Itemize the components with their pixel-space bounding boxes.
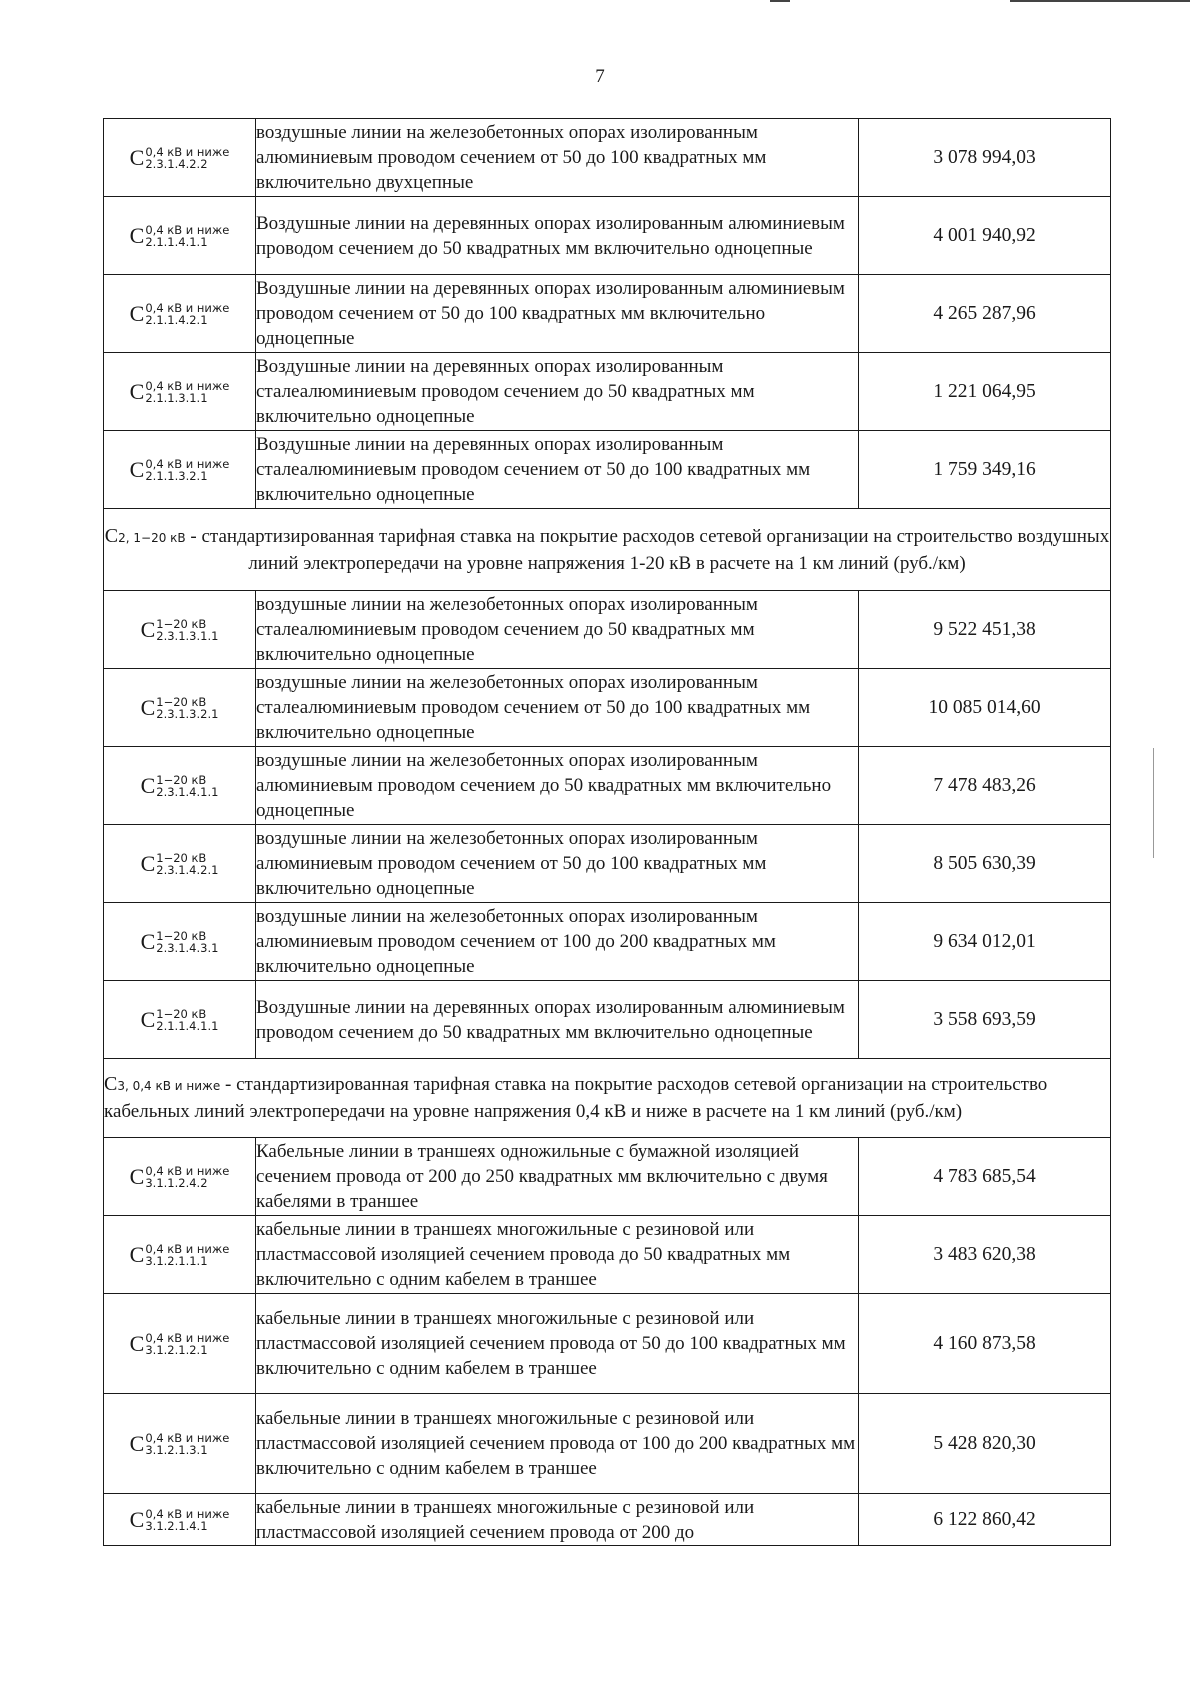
rate-voltage-superscript: 0,4 кВ и ниже <box>145 144 230 159</box>
rate-code-subscript: 2.1.1.4.1.1 <box>156 1018 219 1033</box>
rate-symbol-letter: C <box>140 616 156 642</box>
rate-voltage-superscript: 0,4 кВ и ниже <box>145 1330 230 1345</box>
rate-voltage-superscript: 1−20 кВ <box>156 850 207 865</box>
rate-symbol <box>130 146 230 170</box>
rate-code-subscript: 3.1.1.2.4.2 <box>145 1175 208 1190</box>
rate-symbol-letter: C <box>129 300 145 326</box>
table-row <box>104 903 1111 981</box>
rate-symbol-letter: C <box>104 1073 118 1095</box>
rate-symbol <box>130 1508 230 1532</box>
rate-voltage-superscript: 0,4 кВ и ниже <box>145 300 230 315</box>
rate-symbol <box>130 458 230 482</box>
rate-symbol-letter: C <box>140 1006 156 1032</box>
table-row <box>104 669 1111 747</box>
rate-value: 3 483 620,38 <box>859 1216 1111 1294</box>
rate-value: 4 160 873,58 <box>859 1294 1111 1394</box>
rate-value: 3 558 693,59 <box>859 981 1111 1059</box>
rate-code-cell <box>104 197 256 275</box>
rate-value: 3 078 994,03 <box>859 119 1111 197</box>
table-row <box>104 1216 1111 1294</box>
table-row <box>104 591 1111 669</box>
rate-symbol <box>130 302 230 326</box>
rate-code-subscript: 2.3.1.4.3.1 <box>156 940 219 955</box>
rate-code-cell <box>104 353 256 431</box>
line-description: воздушные линии на железобетонных опорах изолированным сталеалюминиевым проводом сечением до 50 квадратных мм включительно одноцепные <box>256 591 859 669</box>
rate-symbol-letter: C <box>140 850 156 876</box>
rate-symbol-letter: C <box>140 928 156 954</box>
rate-code-cell <box>104 1494 256 1546</box>
rate-symbol-letter: C <box>129 1330 145 1356</box>
table-row <box>104 275 1111 353</box>
rate-code-subscript: 2.3.1.4.2.1 <box>156 862 219 877</box>
line-description: Воздушные линии на деревянных опорах изолированным алюминиевым проводом сечением до 50 квадратных мм включительно одноцепные <box>256 981 859 1059</box>
rate-voltage-superscript: 0,4 кВ и ниже <box>145 378 230 393</box>
rate-symbol-subscript: 2, 1−20 кВ <box>118 530 186 545</box>
rate-value: 4 265 287,96 <box>859 275 1111 353</box>
section-text: - стандартизированная тарифная ставка на покрытие расходов сетевой организации на строительство воздушных линий электропередачи на уровне напряжения 1-20 кВ в расчете на 1 км линий (руб./км) <box>185 525 1110 574</box>
rate-code-subscript: 2.3.1.3.2.1 <box>156 706 219 721</box>
table-row <box>104 1494 1111 1546</box>
rate-code-subscript: 2.1.1.3.2.1 <box>145 468 208 483</box>
rate-value: 8 505 630,39 <box>859 825 1111 903</box>
table-body <box>104 119 1111 1546</box>
table-row <box>104 1394 1111 1494</box>
line-description: Воздушные линии на деревянных опорах изолированным сталеалюминиевым проводом сечением до 50 квадратных мм включительно одноцепные <box>256 353 859 431</box>
line-description: кабельные линии в траншеях многожильные с резиновой или пластмассовой изоляцией сечением провода от 100 до 200 квадратных мм включительно с одним кабелем в траншее <box>256 1394 859 1494</box>
rate-symbol-letter: C <box>129 222 145 248</box>
table-row <box>104 981 1111 1059</box>
rate-symbol <box>141 852 219 876</box>
table-row <box>104 825 1111 903</box>
rate-code-cell <box>104 747 256 825</box>
rate-symbol-letter: C <box>129 1506 145 1532</box>
section-text: - стандартизированная тарифная ставка на покрытие расходов сетевой организации на строительство кабельных линий электропередачи на уровне напряжения 0,4 кВ и ниже в расчете на 1 км линий (руб./км) <box>104 1074 1048 1122</box>
rate-voltage-superscript: 1−20 кВ <box>156 1006 207 1021</box>
rate-symbol-subscript: 3, 0,4 кВ и ниже <box>117 1079 221 1093</box>
table-row <box>104 197 1111 275</box>
rate-voltage-superscript: 0,4 кВ и ниже <box>145 1430 230 1445</box>
rate-value: 4 001 940,92 <box>859 197 1111 275</box>
rate-code-cell <box>104 903 256 981</box>
rate-symbol-letter: C <box>140 772 156 798</box>
line-description: воздушные линии на железобетонных опорах изолированным алюминиевым проводом сечением от 50 до 100 квадратных мм включительно одноцепные <box>256 825 859 903</box>
rate-code-cell <box>104 669 256 747</box>
rate-value: 10 085 014,60 <box>859 669 1111 747</box>
table-row <box>104 1294 1111 1394</box>
rate-symbol <box>141 618 219 642</box>
rate-symbol-letter: C <box>129 1163 145 1189</box>
rate-value: 1 759 349,16 <box>859 431 1111 509</box>
rate-code-cell <box>104 1294 256 1394</box>
rate-voltage-superscript: 1−20 кВ <box>156 616 207 631</box>
rate-code-subscript: 3.1.2.1.4.1 <box>145 1518 208 1533</box>
rate-voltage-superscript: 0,4 кВ и ниже <box>145 1241 230 1256</box>
line-description: Воздушные линии на деревянных опорах изолированным алюминиевым проводом сечением от 50 до 100 квадратных мм включительно одноцепные <box>256 275 859 353</box>
rate-code-subscript: 3.1.2.1.1.1 <box>145 1253 208 1268</box>
rate-code-subscript: 2.3.1.4.1.1 <box>156 784 219 799</box>
rate-value: 6 122 860,42 <box>859 1494 1111 1546</box>
rate-code-cell <box>104 981 256 1059</box>
line-description: Воздушные линии на деревянных опорах изолированным сталеалюминиевым проводом сечением от 50 до 100 квадратных мм включительно одноцепные <box>256 431 859 509</box>
rate-symbol-letter: C <box>129 378 145 404</box>
rate-symbol <box>141 774 219 798</box>
section-header-row <box>104 509 1111 591</box>
table-row <box>104 1138 1111 1216</box>
rate-code-cell <box>104 119 256 197</box>
rate-symbol-letter: C <box>129 1430 145 1456</box>
rate-code-cell <box>104 591 256 669</box>
line-description: кабельные линии в траншеях многожильные с резиновой или пластмассовой изоляцией сечением провода от 200 до <box>256 1494 859 1546</box>
line-description: кабельные линии в траншеях многожильные с резиновой или пластмассовой изоляцией сечением провода до 50 квадратных мм включительно с одним кабелем в траншее <box>256 1216 859 1294</box>
rate-code-cell <box>104 431 256 509</box>
table-row <box>104 119 1111 197</box>
rate-code-subscript: 2.1.1.4.2.1 <box>145 312 208 327</box>
scan-artifact <box>1153 748 1154 858</box>
tariff-rates-table <box>103 118 1111 1546</box>
rate-symbol-letter: C <box>129 456 145 482</box>
rate-code-subscript: 2.3.1.3.1.1 <box>156 628 219 643</box>
table-row <box>104 747 1111 825</box>
rate-symbol <box>130 224 230 248</box>
rate-code-subscript: 2.1.1.4.1.1 <box>145 234 208 249</box>
line-description: воздушные линии на железобетонных опорах изолированным алюминиевым проводом сечением от 100 до 200 квадратных мм включительно одноцепные <box>256 903 859 981</box>
rate-symbol <box>130 1332 230 1356</box>
table-row <box>104 431 1111 509</box>
rate-code-subscript: 3.1.2.1.2.1 <box>145 1342 208 1357</box>
scan-artifact <box>770 0 790 2</box>
line-description: кабельные линии в траншеях многожильные с резиновой или пластмассовой изоляцией сечением провода от 50 до 100 квадратных мм включительно с одним кабелем в траншее <box>256 1294 859 1394</box>
rate-value: 1 221 064,95 <box>859 353 1111 431</box>
rate-voltage-superscript: 1−20 кВ <box>156 928 207 943</box>
page-number: 7 <box>595 66 605 87</box>
rate-symbol <box>141 930 219 954</box>
rate-code-subscript: 2.1.1.3.1.1 <box>145 390 208 405</box>
rate-symbol <box>141 1008 219 1032</box>
rate-voltage-superscript: 0,4 кВ и ниже <box>145 1163 230 1178</box>
rate-symbol <box>130 1243 230 1267</box>
section-description <box>104 509 1111 591</box>
rate-symbol-letter: C <box>140 694 156 720</box>
rate-code-cell <box>104 275 256 353</box>
rate-code-cell <box>104 1138 256 1216</box>
rate-voltage-superscript: 1−20 кВ <box>156 694 207 709</box>
rate-voltage-superscript: 1−20 кВ <box>156 772 207 787</box>
rate-symbol <box>130 1432 230 1456</box>
line-description: Воздушные линии на деревянных опорах изолированным алюминиевым проводом сечением до 50 квадратных мм включительно одноцепные <box>256 197 859 275</box>
line-description: воздушные линии на железобетонных опорах изолированным алюминиевым проводом сечением от 50 до 100 квадратных мм включительно двухцепные <box>256 119 859 197</box>
section-description <box>104 1059 1111 1138</box>
rate-voltage-superscript: 0,4 кВ и ниже <box>145 222 230 237</box>
rate-code-subscript: 2.3.1.4.2.2 <box>145 156 208 171</box>
rate-voltage-superscript: 0,4 кВ и ниже <box>145 456 230 471</box>
line-description: воздушные линии на железобетонных опорах изолированным сталеалюминиевым проводом сечением от 50 до 100 квадратных мм включительно одноцепные <box>256 669 859 747</box>
line-description: Кабельные линии в траншеях одножильные с бумажной изоляцией сечением провода от 200 до 250 квадратных мм включительно с двумя кабелями в траншее <box>256 1138 859 1216</box>
rate-value: 4 783 685,54 <box>859 1138 1111 1216</box>
rate-voltage-superscript: 0,4 кВ и ниже <box>145 1506 230 1521</box>
rate-value: 9 522 451,38 <box>859 591 1111 669</box>
rate-symbol <box>130 1165 230 1189</box>
rate-code-cell <box>104 1394 256 1494</box>
rate-code-cell <box>104 825 256 903</box>
table-row <box>104 353 1111 431</box>
rate-value: 5 428 820,30 <box>859 1394 1111 1494</box>
rate-symbol-letter: C <box>104 524 119 547</box>
line-description: воздушные линии на железобетонных опорах изолированным алюминиевым проводом сечением до 50 квадратных мм включительно одноцепные <box>256 747 859 825</box>
rate-value: 9 634 012,01 <box>859 903 1111 981</box>
scan-artifact <box>1010 0 1190 2</box>
rate-code-cell <box>104 1216 256 1294</box>
rate-value: 7 478 483,26 <box>859 747 1111 825</box>
rate-symbol <box>130 380 230 404</box>
rate-code-subscript: 3.1.2.1.3.1 <box>145 1442 208 1457</box>
rate-symbol-letter: C <box>129 1241 145 1267</box>
rate-symbol <box>141 696 219 720</box>
rate-symbol-letter: C <box>129 144 145 170</box>
section-header-row <box>104 1059 1111 1138</box>
